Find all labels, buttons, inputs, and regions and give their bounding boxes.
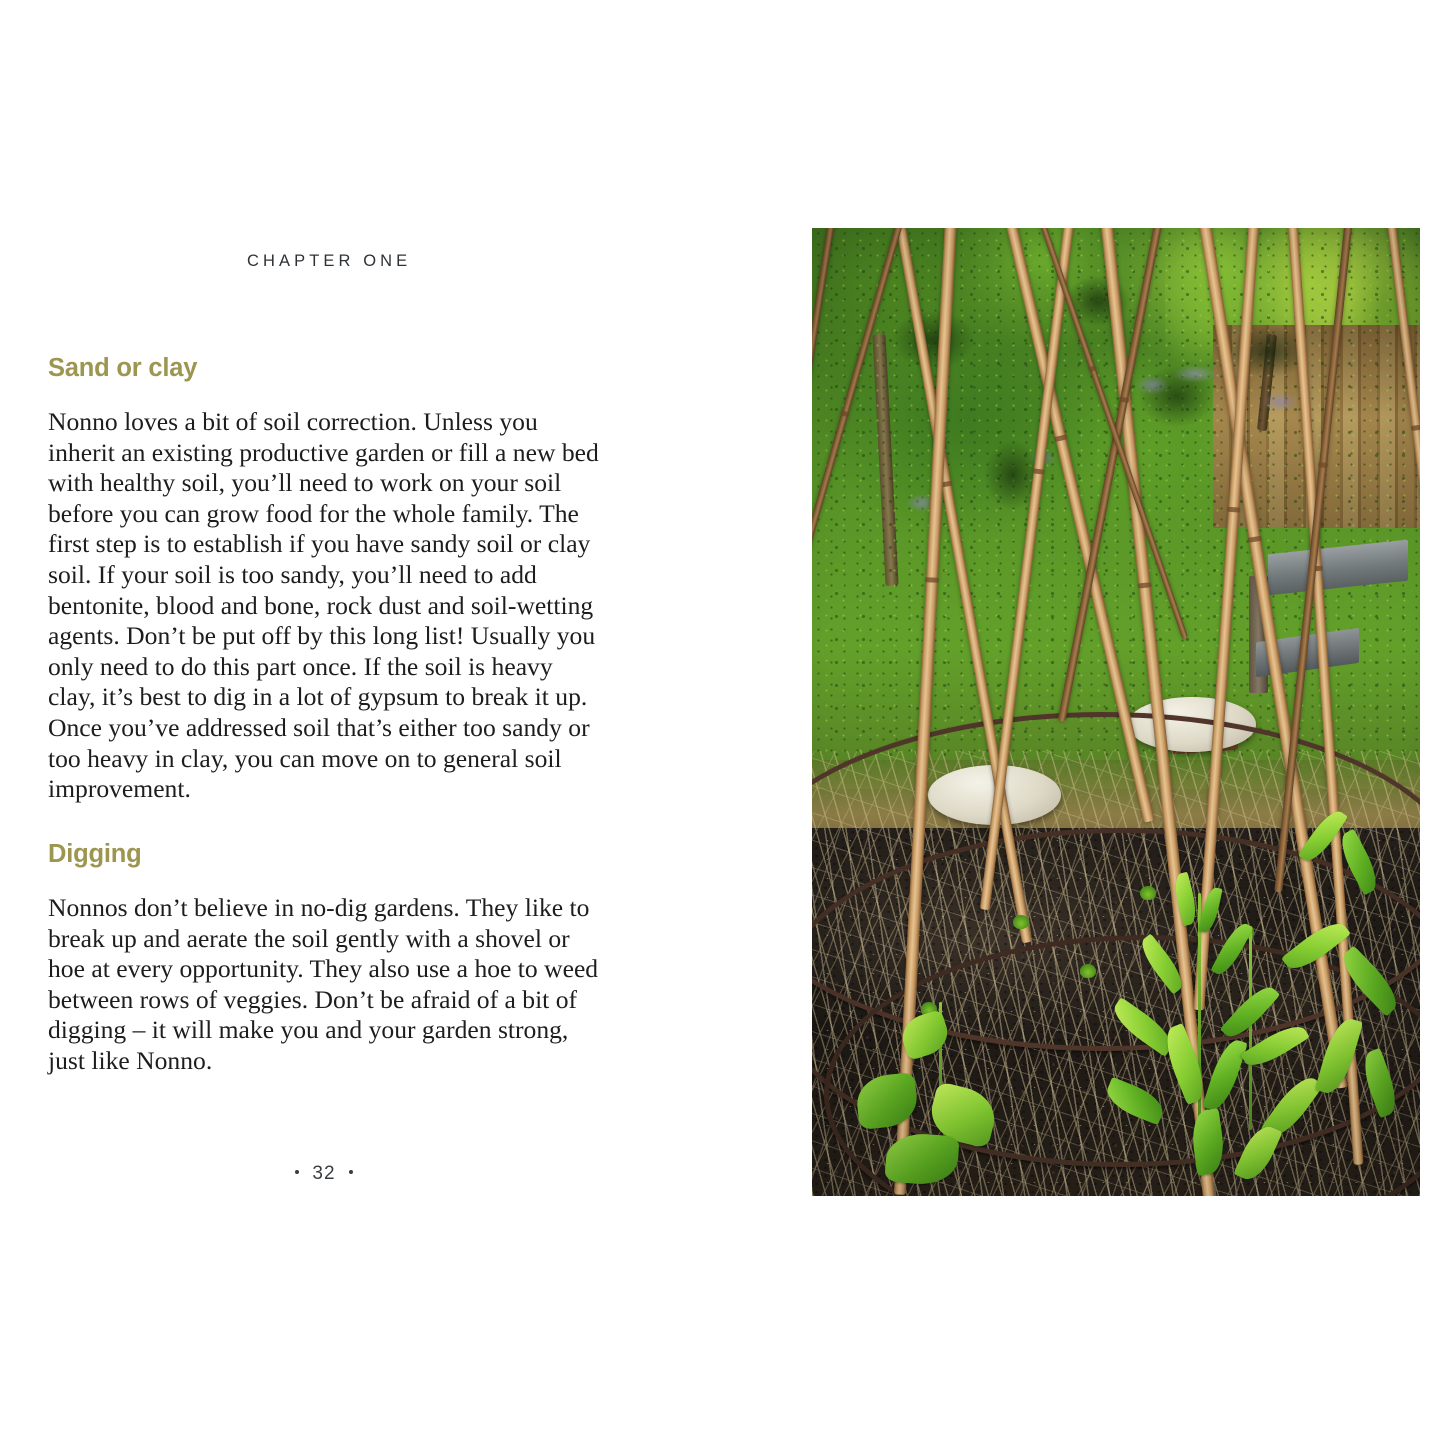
folio-ornament-left bbox=[295, 1170, 299, 1174]
chapter-eyebrow: CHAPTER ONE bbox=[247, 252, 412, 270]
right-page bbox=[722, 0, 1445, 1445]
garden-photograph bbox=[812, 228, 1420, 1196]
section-heading-digging: Digging bbox=[48, 840, 142, 868]
page-folio bbox=[48, 1163, 600, 1185]
section-body-digging: Nonnos don’t believe in no-dig gardens. They like to break up and aerate the soil gently with a shovel or hoe at every opportunity. They also use a hoe to weed between rows of veggies. Don’t be afraid of a bit of digging – it will make you and your garden strong, just like Nonno. bbox=[48, 893, 599, 1075]
left-page bbox=[0, 0, 722, 1445]
section-heading-sand-or-clay: Sand or clay bbox=[48, 354, 198, 382]
photo-vignette bbox=[812, 228, 1420, 1196]
section-body-sand-or-clay: Nonno loves a bit of soil correction. Unless you inherit an existing productive garden or fill a new bed with healthy soil, you’ll need to work on your soil before you can grow food for the whole family. The first step is to establish if you have sandy soil or clay soil. If your soil is too sandy, you’ll need to add bentonite, blood and bone, rock dust and soil-wetting agents. Don’t be put off by this long list! Usually you only need to do this part once. If the soil is heavy clay, it’s best to dig in a lot of gypsum to break it up. Once you’ve addressed soil that’s either too sandy or too heavy in clay, you can move on to general soil improvement. bbox=[48, 407, 599, 804]
folio-ornament-right bbox=[349, 1170, 353, 1174]
folio-page-number: 32 bbox=[312, 1163, 336, 1184]
